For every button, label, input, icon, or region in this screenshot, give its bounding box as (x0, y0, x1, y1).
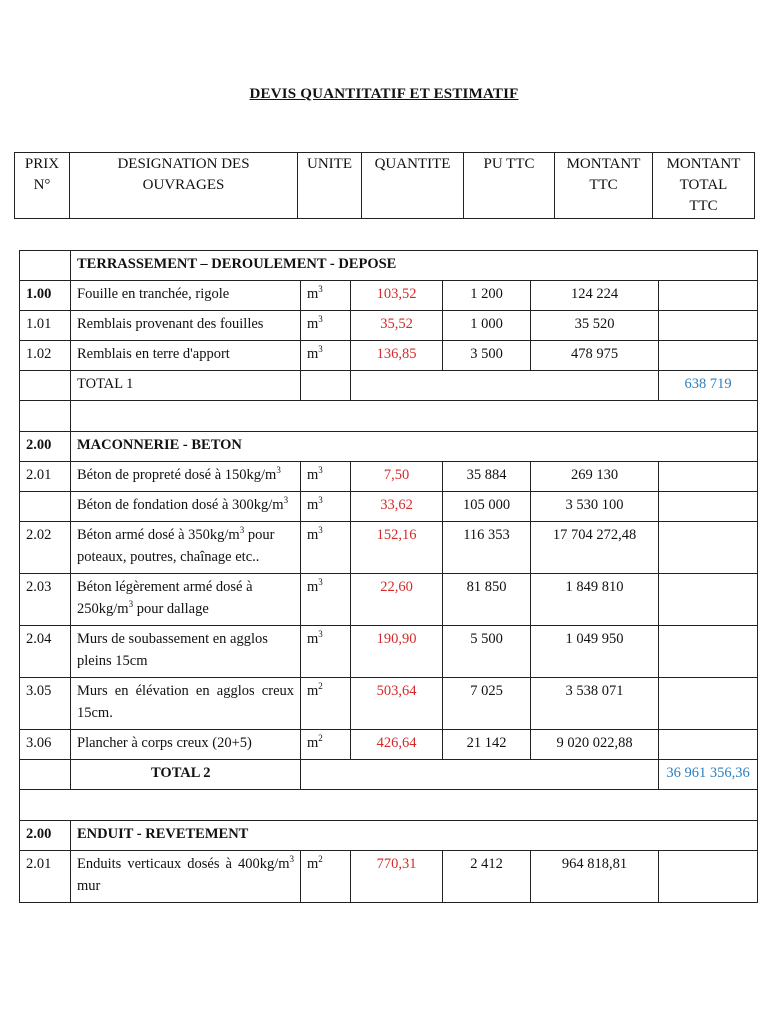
designation-text: Béton de fondation dosé à 300kg/m (77, 497, 284, 513)
section-header-row (20, 251, 758, 281)
row-designation (71, 574, 301, 626)
row-unit (301, 371, 351, 401)
row-total (659, 730, 758, 760)
header-designation-line2: OUVRAGES (142, 177, 225, 193)
row-quantity: 426,64 (351, 730, 443, 760)
row-amount: 269 130 (531, 462, 659, 492)
designation-exponent: 3 (239, 525, 245, 535)
row-unit-price: 5 500 (443, 626, 531, 678)
row-unit (301, 492, 351, 522)
row-total (659, 281, 758, 311)
unit-exponent: 3 (318, 465, 323, 475)
row-quantity: 33,62 (351, 492, 443, 522)
table-row (20, 626, 758, 678)
spacer-row (20, 790, 758, 821)
row-designation: Plancher à corps creux (20+5) (71, 730, 301, 760)
row-number: 3.06 (20, 730, 71, 760)
row-total (659, 522, 758, 574)
row-unit-price: 35 884 (443, 462, 531, 492)
row-number: 1.01 (20, 311, 71, 341)
total-empty-cell (301, 760, 659, 790)
row-number (20, 760, 71, 790)
total-label: TOTAL 1 (71, 371, 301, 401)
spacer-cell (71, 401, 758, 432)
unit-text: m (307, 346, 319, 362)
unit-exponent: 3 (318, 284, 323, 294)
row-quantity: 103,52 (351, 281, 443, 311)
row-number: 2.04 (20, 626, 71, 678)
row-amount: 1 849 810 (531, 574, 659, 626)
unit-text: m (307, 527, 319, 543)
unit-text: m (307, 683, 319, 699)
section-title: MACONNERIE - BETON (71, 432, 758, 462)
row-unit-price: 21 142 (443, 730, 531, 760)
row-amount: 3 530 100 (531, 492, 659, 522)
row-unit-price: 105 000 (443, 492, 531, 522)
designation-text: Enduits verticaux dosés à 400kg/m (77, 856, 290, 872)
row-unit (301, 574, 351, 626)
section-header-row (20, 432, 758, 462)
row-unit (301, 730, 351, 760)
row-number: 1.00 (20, 281, 71, 311)
header-quantite: QUANTITE (362, 153, 464, 219)
row-number: 1.02 (20, 341, 71, 371)
designation-text-cont: pour dallage (133, 601, 209, 617)
row-amount: 478 975 (531, 341, 659, 371)
section-header-row (20, 821, 758, 851)
row-unit (301, 311, 351, 341)
unit-exponent: 3 (318, 525, 323, 535)
row-total (659, 341, 758, 371)
unit-exponent: 3 (318, 314, 323, 324)
row-unit-price: 116 353 (443, 522, 531, 574)
row-designation (71, 522, 301, 574)
unit-exponent: 2 (318, 681, 323, 691)
section-title: TERRASSEMENT – DEROULEMENT - DEPOSE (71, 251, 758, 281)
row-unit-price: 3 500 (443, 341, 531, 371)
section-title: ENDUIT - REVETEMENT (71, 821, 758, 851)
document-title: DEVIS QUANTITATIF ET ESTIMATIF (249, 86, 519, 102)
header-designation (70, 153, 298, 219)
unit-exponent: 3 (318, 577, 323, 587)
row-unit-price: 1 200 (443, 281, 531, 311)
row-total (659, 574, 758, 626)
unit-exponent: 3 (318, 495, 323, 505)
total-row (20, 760, 758, 790)
designation-text: Béton légèrement armé dosé à 250kg/m (77, 579, 253, 617)
row-number (20, 251, 71, 281)
header-montant (555, 153, 653, 219)
row-quantity: 7,50 (351, 462, 443, 492)
table-row (20, 492, 758, 522)
unit-text: m (307, 316, 319, 332)
row-number: 2.01 (20, 851, 71, 903)
row-designation (71, 851, 301, 903)
row-total (659, 678, 758, 730)
row-unit-price: 2 412 (443, 851, 531, 903)
row-total (659, 851, 758, 903)
row-amount: 3 538 071 (531, 678, 659, 730)
table-row (20, 311, 758, 341)
row-quantity: 22,60 (351, 574, 443, 626)
header-montant-line1: MONTANT (566, 156, 641, 172)
row-amount: 964 818,81 (531, 851, 659, 903)
header-prix-line1: PRIX (24, 156, 60, 172)
row-quantity: 190,90 (351, 626, 443, 678)
unit-text: m (307, 735, 319, 751)
row-number (20, 492, 71, 522)
spacer-cell (20, 401, 71, 432)
row-quantity: 35,52 (351, 311, 443, 341)
spacer-cell (20, 790, 758, 821)
row-total (659, 311, 758, 341)
row-quantity: 503,64 (351, 678, 443, 730)
header-unite: UNITE (298, 153, 362, 219)
row-unit (301, 462, 351, 492)
header-designation-line1: DESIGNATION DES (117, 156, 250, 172)
unit-text: m (307, 856, 319, 872)
row-number: 2.01 (20, 462, 71, 492)
spacer-row (20, 401, 758, 432)
designation-exponent: 3 (128, 599, 134, 609)
row-quantity: 152,16 (351, 522, 443, 574)
row-number: 2.00 (20, 432, 71, 462)
header-montant-total-line3: TTC (689, 198, 718, 214)
header-montant-line2: TTC (589, 177, 618, 193)
table-row (20, 574, 758, 626)
table-row (20, 730, 758, 760)
table-row (20, 522, 758, 574)
row-designation (71, 462, 301, 492)
row-quantity: 770,31 (351, 851, 443, 903)
header-montant-total-line2: TOTAL (679, 177, 728, 193)
unit-text: m (307, 467, 319, 483)
row-amount: 9 020 022,88 (531, 730, 659, 760)
header-prix (15, 153, 70, 219)
designation-exponent: 3 (289, 854, 294, 864)
row-unit-price: 1 000 (443, 311, 531, 341)
row-unit-price: 7 025 (443, 678, 531, 730)
total-value: 36 961 356,36 (659, 760, 758, 790)
total-row (20, 371, 758, 401)
unit-exponent: 2 (318, 733, 323, 743)
row-number: 2.03 (20, 574, 71, 626)
table-row (20, 462, 758, 492)
row-amount: 1 049 950 (531, 626, 659, 678)
designation-exponent: 3 (283, 495, 289, 505)
row-unit (301, 341, 351, 371)
row-amount: 17 704 272,48 (531, 522, 659, 574)
row-designation: Murs de soubassement en agglos pleins 15cm (71, 626, 301, 678)
designation-text: Béton armé dosé à 350kg/m (77, 527, 240, 543)
row-amount: 35 520 (531, 311, 659, 341)
row-total (659, 626, 758, 678)
unit-text: m (307, 497, 319, 513)
row-designation: Fouille en tranchée, rigole (71, 281, 301, 311)
row-designation: Remblais en terre d'apport (71, 341, 301, 371)
unit-text: m (307, 579, 319, 595)
designation-text-cont: pour poteaux, poutres, chaînage etc.. (77, 527, 275, 565)
row-unit (301, 522, 351, 574)
column-header-table (14, 152, 755, 219)
total-label: TOTAL 2 (71, 760, 301, 790)
row-unit (301, 678, 351, 730)
table-row (20, 281, 758, 311)
row-amount: 124 224 (531, 281, 659, 311)
designation-exponent: 3 (276, 465, 281, 475)
row-designation: Remblais provenant des fouilles (71, 311, 301, 341)
total-value: 638 719 (659, 371, 758, 401)
row-quantity: 136,85 (351, 341, 443, 371)
designation-text: Béton de propreté dosé à 150kg/m (77, 467, 277, 483)
row-number (20, 371, 71, 401)
row-number: 2.02 (20, 522, 71, 574)
unit-exponent: 2 (318, 854, 323, 864)
unit-exponent: 3 (318, 344, 323, 354)
unit-text: m (307, 631, 319, 647)
row-unit (301, 281, 351, 311)
row-designation (71, 492, 301, 522)
estimate-table (19, 250, 758, 903)
row-number: 2.00 (20, 821, 71, 851)
total-empty-cell (351, 371, 659, 401)
row-unit (301, 851, 351, 903)
row-total (659, 462, 758, 492)
row-designation: Murs en élévation en agglos creux 15cm. (71, 678, 301, 730)
unit-exponent: 3 (318, 629, 323, 639)
header-prix-line2: N° (33, 177, 51, 193)
table-row (20, 341, 758, 371)
row-unit-price: 81 850 (443, 574, 531, 626)
table-row (20, 678, 758, 730)
header-pu: PU TTC (464, 153, 555, 219)
header-montant-total-line1: MONTANT (666, 156, 741, 172)
row-number: 3.05 (20, 678, 71, 730)
table-row (20, 851, 758, 903)
row-unit (301, 626, 351, 678)
unit-text: m (307, 286, 319, 302)
row-total (659, 492, 758, 522)
header-montant-total (653, 153, 755, 219)
designation-text-cont: mur (77, 878, 101, 894)
